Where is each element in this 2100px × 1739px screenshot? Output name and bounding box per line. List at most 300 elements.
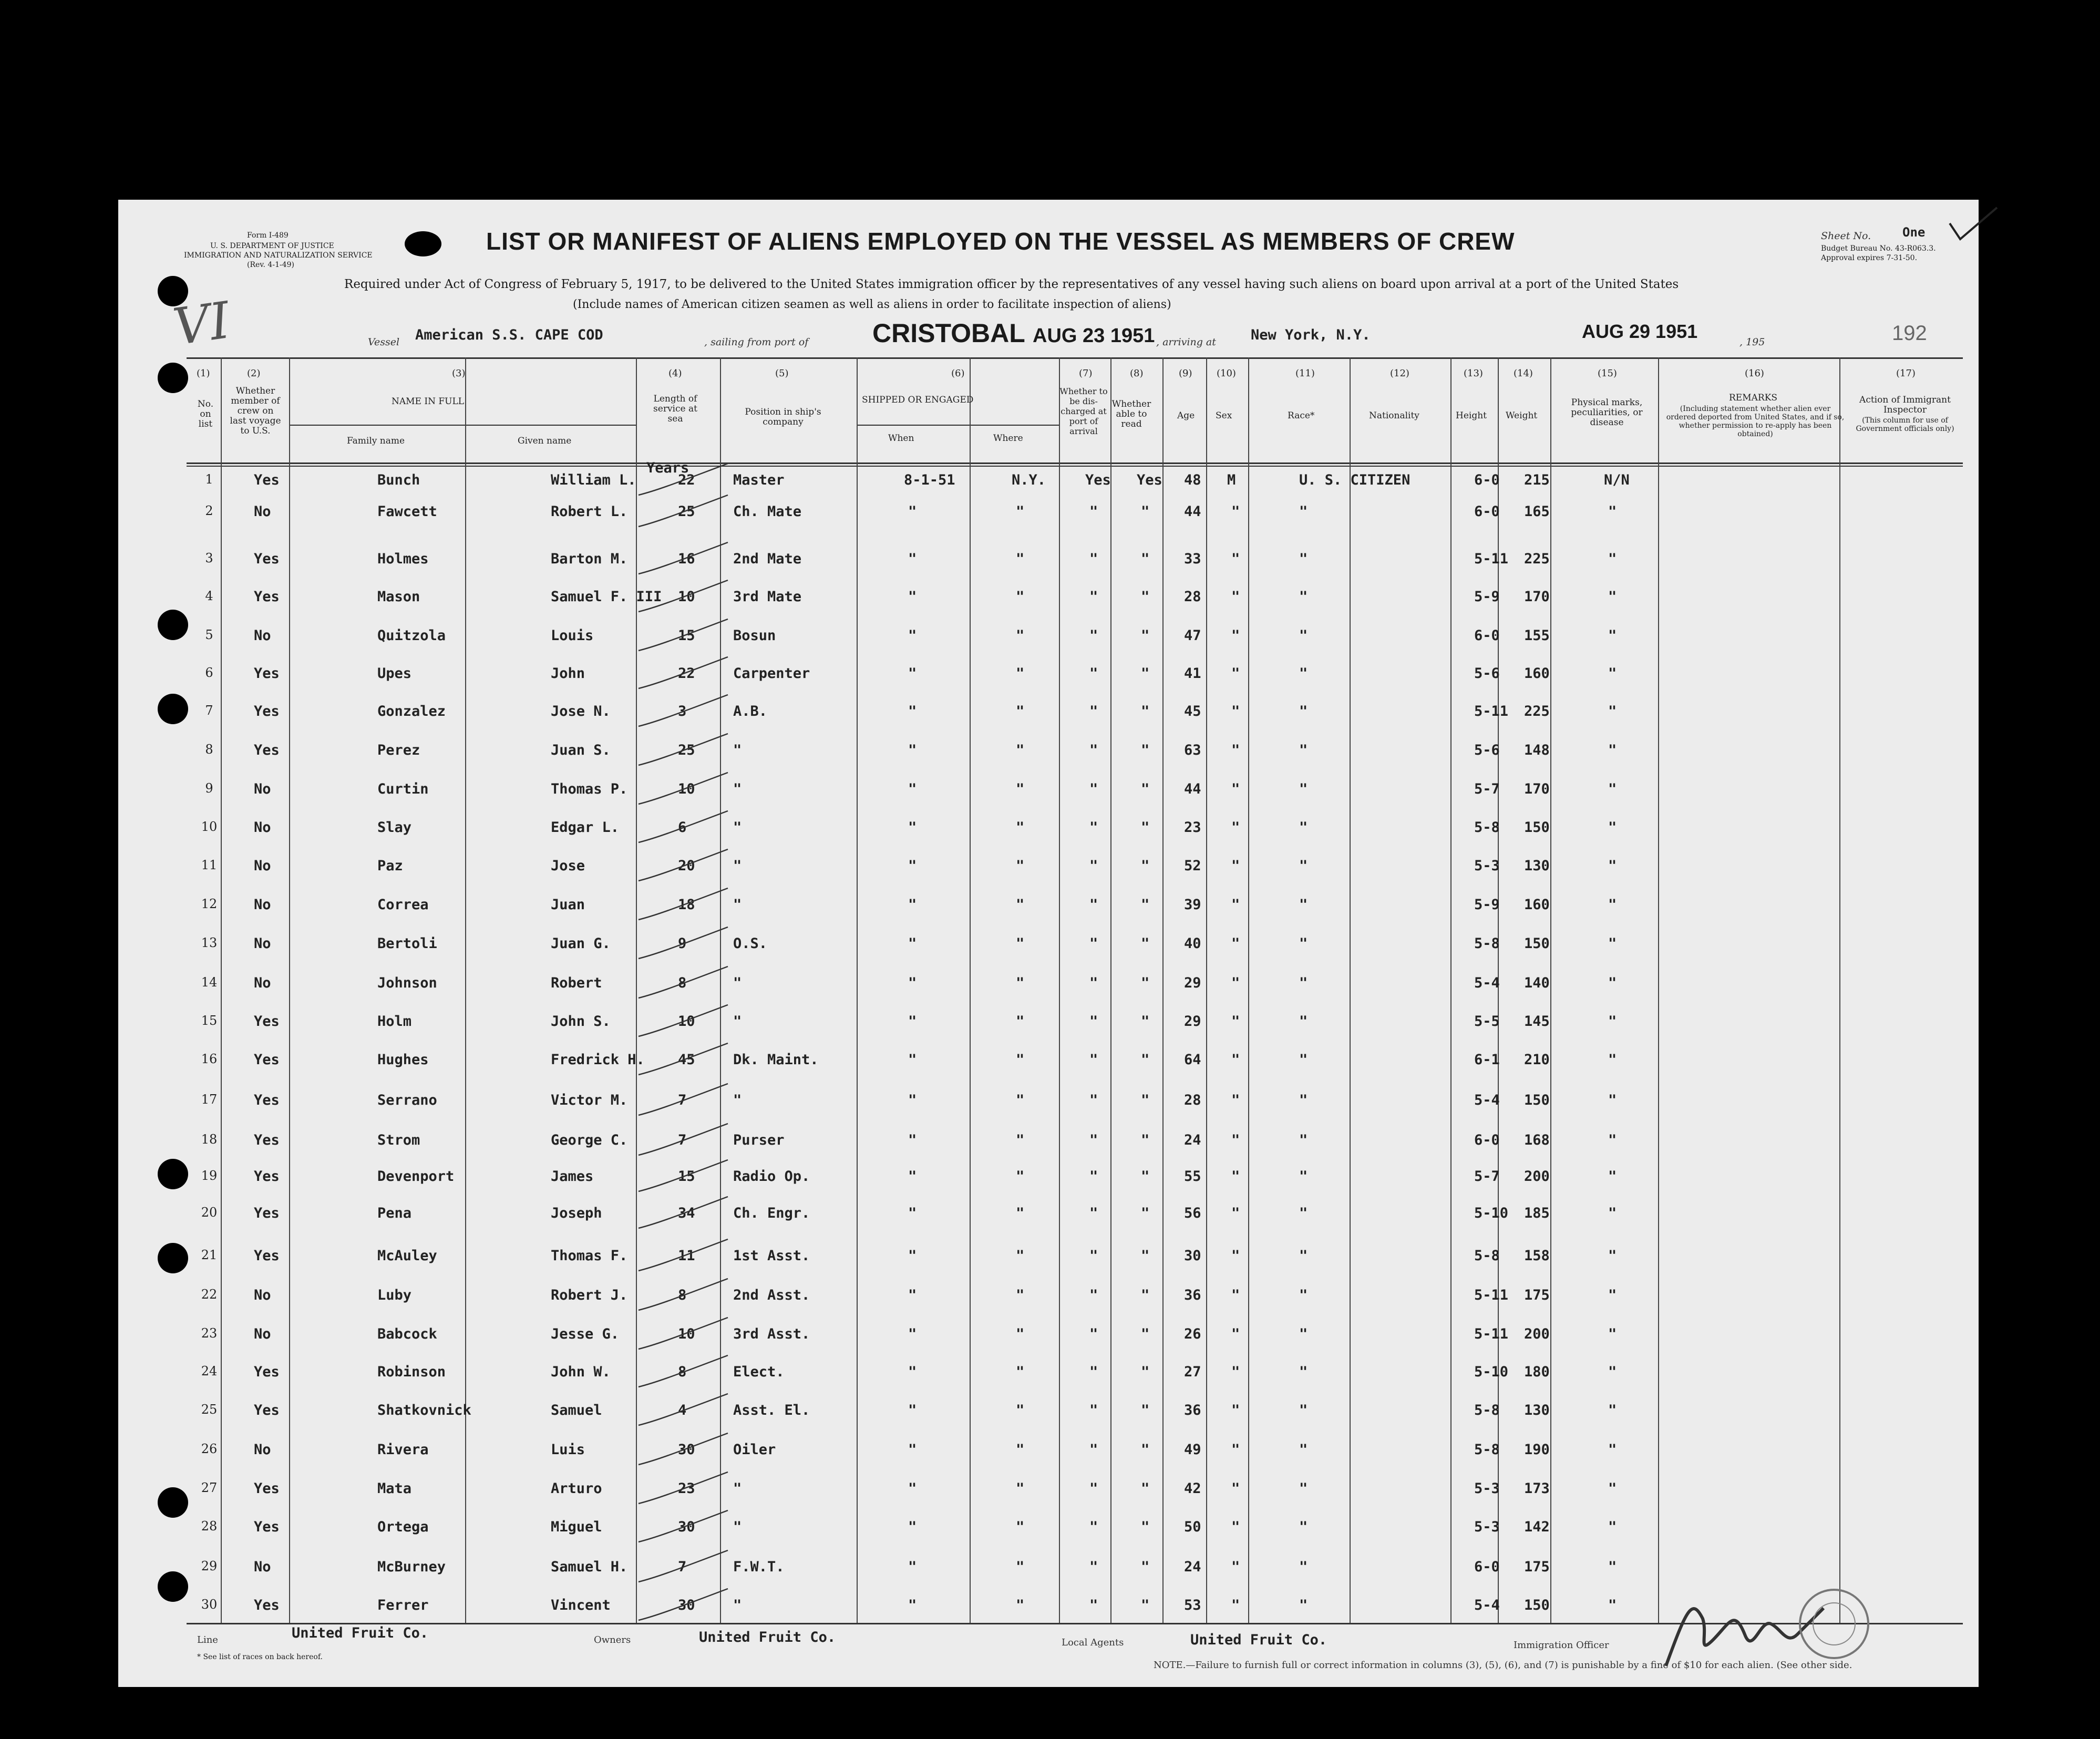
cell-where: " xyxy=(1016,1559,1025,1575)
tick-mark xyxy=(639,1084,728,1115)
cell-when: " xyxy=(908,1168,917,1185)
cell-position: " xyxy=(733,781,742,797)
cell-no: 13 xyxy=(201,935,218,950)
cell-weight: 160 xyxy=(1524,665,1550,682)
cell-race: " xyxy=(1299,1287,1308,1303)
cell-sex: " xyxy=(1231,975,1240,991)
cell-height: 5-4 xyxy=(1474,1092,1500,1108)
cell-read: " xyxy=(1141,627,1150,644)
cell-no: 28 xyxy=(201,1519,218,1534)
col-num-10: (10) xyxy=(1217,368,1236,379)
cell-height: 6-0 xyxy=(1474,627,1500,644)
cell-marks: " xyxy=(1608,1364,1617,1380)
cell-service: 9 xyxy=(678,935,687,952)
cell-where: N.Y. xyxy=(1012,472,1046,488)
cell-no: 9 xyxy=(205,781,213,796)
cell-race: " xyxy=(1299,1205,1308,1221)
cell-prev: No xyxy=(254,1326,271,1342)
cell-family: Luby xyxy=(377,1287,412,1303)
years-label: Years xyxy=(646,460,689,476)
cell-height: 5-6 xyxy=(1474,742,1500,758)
cell-age: 47 xyxy=(1184,627,1201,644)
cell-service: 30 xyxy=(678,1519,695,1535)
cell-given: Robert xyxy=(551,975,602,991)
cell-weight: 130 xyxy=(1524,858,1550,874)
cell-read: " xyxy=(1141,819,1150,836)
cell-position: " xyxy=(733,1013,742,1030)
cell-prev: Yes xyxy=(254,1248,280,1264)
cell-given: Juan xyxy=(551,897,585,913)
cell-disch: " xyxy=(1089,665,1098,682)
cell-where: " xyxy=(1016,627,1025,644)
col-num-6: (6) xyxy=(951,368,965,379)
cell-family: Holmes xyxy=(377,551,429,567)
cell-no: 12 xyxy=(201,897,218,911)
cell-marks: " xyxy=(1608,1519,1617,1535)
cell-disch: " xyxy=(1089,935,1098,952)
cell-weight: 170 xyxy=(1524,781,1550,797)
header-given-name: Given name xyxy=(518,436,572,446)
cell-service: 7 xyxy=(678,1092,687,1108)
cell-when: " xyxy=(908,1132,917,1148)
cell-weight: 215 xyxy=(1524,472,1550,488)
cell-service: 7 xyxy=(678,1132,687,1148)
cell-where: " xyxy=(1016,1132,1025,1148)
cell-where: " xyxy=(1016,975,1025,991)
cell-read: " xyxy=(1141,742,1150,758)
cell-position: Ch. Engr. xyxy=(733,1205,810,1221)
tick-mark xyxy=(639,1239,728,1271)
cell-when: " xyxy=(908,975,917,991)
cell-race: " xyxy=(1299,665,1308,682)
cell-weight: 145 xyxy=(1524,1013,1550,1030)
tick-mark xyxy=(639,580,728,612)
cell-marks: " xyxy=(1608,1287,1617,1303)
cell-height: 5-8 xyxy=(1474,935,1500,952)
cell-height: 5-8 xyxy=(1474,819,1500,836)
cell-where: " xyxy=(1016,1402,1025,1418)
cell-where: " xyxy=(1016,665,1025,682)
cell-when: " xyxy=(908,1205,917,1221)
cell-sex: " xyxy=(1231,1168,1240,1185)
cell-family: Babcock xyxy=(377,1326,437,1342)
cell-weight: 173 xyxy=(1524,1480,1550,1497)
header-able-to-read: Whether able to read xyxy=(1111,399,1151,429)
tick-mark xyxy=(639,542,728,574)
header-where: Where xyxy=(993,433,1023,444)
tick-mark xyxy=(639,657,728,688)
cell-no: 7 xyxy=(205,703,213,718)
header-discharged: Whether to be dis-charged at port of arrival xyxy=(1059,386,1108,436)
cell-position: Elect. xyxy=(733,1364,785,1380)
tick-mark xyxy=(639,1005,728,1036)
cell-prev: Yes xyxy=(254,589,280,605)
tick-mark xyxy=(639,1433,728,1465)
cell-family: Slay xyxy=(377,819,412,836)
cell-sex: " xyxy=(1231,1402,1240,1418)
cell-when: " xyxy=(908,781,917,797)
cell-no: 15 xyxy=(201,1013,218,1028)
cell-race: U. S. CITIZEN xyxy=(1299,472,1411,488)
cell-service: 23 xyxy=(678,1480,695,1497)
cell-height: 5-4 xyxy=(1474,975,1500,991)
cell-age: 49 xyxy=(1184,1442,1201,1458)
cell-sex: " xyxy=(1231,1559,1240,1575)
cell-no: 16 xyxy=(201,1052,218,1066)
cell-prev: Yes xyxy=(254,703,280,719)
cell-height: 5-3 xyxy=(1474,1519,1500,1535)
cell-service: 7 xyxy=(678,1559,687,1575)
cell-read: " xyxy=(1141,1205,1150,1221)
cell-height: 5-10 xyxy=(1474,1205,1509,1221)
cell-given: Jose N. xyxy=(551,703,611,719)
cell-prev: Yes xyxy=(254,665,280,682)
cell-height: 6-0 xyxy=(1474,472,1500,488)
cell-when: " xyxy=(908,1287,917,1303)
cell-when: " xyxy=(908,627,917,644)
cell-marks: " xyxy=(1608,819,1617,836)
col-num-8: (8) xyxy=(1130,368,1144,379)
cell-sex: " xyxy=(1231,665,1240,682)
cell-marks: " xyxy=(1608,1248,1617,1264)
cell-position: " xyxy=(733,1519,742,1535)
cell-age: 28 xyxy=(1184,589,1201,605)
cell-given: Thomas F. xyxy=(551,1248,628,1264)
header-sex: Sex xyxy=(1216,410,1232,421)
cell-family: Mata xyxy=(377,1480,412,1497)
tick-mark xyxy=(639,695,728,726)
cell-read: " xyxy=(1141,1132,1150,1148)
cell-service: 15 xyxy=(678,1168,695,1185)
cell-disch: Yes xyxy=(1085,472,1111,488)
header-nationality: Nationality xyxy=(1369,410,1419,421)
cell-read: " xyxy=(1141,503,1150,520)
sheet-number: One xyxy=(1902,225,1926,240)
tick-mark xyxy=(639,495,728,527)
cell-height: 5-11 xyxy=(1474,1287,1509,1303)
tick-mark xyxy=(639,1550,728,1582)
cell-family: Correa xyxy=(377,897,429,913)
tick-mark xyxy=(639,1318,728,1349)
cell-sex: " xyxy=(1231,1597,1240,1613)
cell-where: " xyxy=(1016,551,1025,567)
cell-height: 5-4 xyxy=(1474,1597,1500,1613)
cell-weight: 168 xyxy=(1524,1132,1550,1148)
cell-family: Ferrer xyxy=(377,1597,429,1613)
cell-disch: " xyxy=(1089,1248,1098,1264)
cell-race: " xyxy=(1299,1326,1308,1342)
cell-position: Ch. Mate xyxy=(733,503,802,520)
cell-marks: " xyxy=(1608,1442,1617,1458)
cell-marks: " xyxy=(1608,742,1617,758)
col-num-17: (17) xyxy=(1896,368,1916,379)
cell-where: " xyxy=(1016,781,1025,797)
cell-sex: " xyxy=(1231,1013,1240,1030)
tick-mark xyxy=(639,773,728,804)
owners-value: United Fruit Co. xyxy=(699,1629,836,1645)
cell-where: " xyxy=(1016,1519,1025,1535)
tick-mark xyxy=(639,888,728,920)
cell-height: 6-0 xyxy=(1474,1559,1500,1575)
cell-read: " xyxy=(1141,1287,1150,1303)
cell-weight: 175 xyxy=(1524,1287,1550,1303)
tick-mark xyxy=(639,1160,728,1191)
cell-given: Samuel xyxy=(551,1402,602,1418)
arrival-date: AUG 29 1951 xyxy=(1582,321,1698,342)
cell-disch: " xyxy=(1089,1013,1098,1030)
cell-position: Oiler xyxy=(733,1442,776,1458)
cell-prev: Yes xyxy=(254,1519,280,1535)
cell-when: " xyxy=(908,1597,917,1613)
cell-given: Victor M. xyxy=(551,1092,628,1108)
cell-sex: " xyxy=(1231,935,1240,952)
cell-no: 25 xyxy=(201,1402,218,1417)
cell-service: 30 xyxy=(678,1442,695,1458)
cell-sex: M xyxy=(1227,472,1236,488)
cell-sex: " xyxy=(1231,1480,1240,1497)
header-inspector-action: Action of Immigrant Inspector xyxy=(1859,395,1951,415)
cell-age: 53 xyxy=(1184,1597,1201,1613)
cell-family: Rivera xyxy=(377,1442,429,1458)
cell-given: Louis xyxy=(551,627,594,644)
cell-weight: 225 xyxy=(1524,551,1550,567)
cell-disch: " xyxy=(1089,1326,1098,1342)
col-num-13: (13) xyxy=(1464,368,1483,379)
cell-age: 48 xyxy=(1184,472,1201,488)
cell-when: " xyxy=(908,551,917,567)
cell-age: 33 xyxy=(1184,551,1201,567)
cell-service: 30 xyxy=(678,1597,695,1613)
cell-no: 21 xyxy=(201,1248,218,1262)
cell-given: Jose xyxy=(551,858,585,874)
cell-prev: Yes xyxy=(254,1402,280,1418)
cell-marks: " xyxy=(1608,975,1617,991)
tick-mark xyxy=(639,1279,728,1310)
sheet-label: Sheet No. xyxy=(1821,230,1871,242)
cell-race: " xyxy=(1299,1248,1308,1264)
cell-prev: Yes xyxy=(254,1168,280,1185)
cell-race: " xyxy=(1299,819,1308,836)
tick-mark xyxy=(639,464,728,495)
cell-where: " xyxy=(1016,503,1025,520)
cell-family: Robinson xyxy=(377,1364,446,1380)
cell-given: Robert J. xyxy=(551,1287,628,1303)
cell-given: Thomas P. xyxy=(551,781,628,797)
header-family-name: Family name xyxy=(347,436,405,446)
cell-disch: " xyxy=(1089,897,1098,913)
cell-family: McAuley xyxy=(377,1248,437,1264)
cell-service: 8 xyxy=(678,1364,687,1380)
cell-height: 5-7 xyxy=(1474,781,1500,797)
cell-race: " xyxy=(1299,627,1308,644)
cell-when: " xyxy=(908,1402,917,1418)
cell-read: " xyxy=(1141,1442,1150,1458)
cell-given: William L. xyxy=(551,472,636,488)
cell-no: 11 xyxy=(201,858,218,872)
cell-height: 5-11 xyxy=(1474,551,1509,567)
cell-read: " xyxy=(1141,665,1150,682)
cell-read: " xyxy=(1141,935,1150,952)
cell-position: Dk. Maint. xyxy=(733,1052,819,1068)
cell-position: Purser xyxy=(733,1132,785,1148)
page-title: LIST OR MANIFEST OF ALIENS EMPLOYED ON THE VESSEL AS MEMBERS OF CREW xyxy=(486,228,1515,255)
cell-when: " xyxy=(908,742,917,758)
cell-service: 20 xyxy=(678,858,695,874)
cell-sex: " xyxy=(1231,1519,1240,1535)
cell-height: 6-1 xyxy=(1474,1052,1500,1068)
cell-marks: " xyxy=(1608,665,1617,682)
cell-age: 64 xyxy=(1184,1052,1201,1068)
cell-race: " xyxy=(1299,703,1308,719)
col-num-4: (4) xyxy=(668,368,682,379)
tick-mark xyxy=(639,966,728,998)
cell-prev: No xyxy=(254,975,271,991)
cell-marks: " xyxy=(1608,1132,1617,1148)
cell-disch: " xyxy=(1089,1519,1098,1535)
cell-height: 5-8 xyxy=(1474,1442,1500,1458)
dept-line-1: U. S. DEPARTMENT OF JUSTICE xyxy=(210,242,334,250)
cell-race: " xyxy=(1299,1168,1308,1185)
cell-race: " xyxy=(1299,1402,1308,1418)
cell-read: " xyxy=(1141,1168,1150,1185)
cell-marks: " xyxy=(1608,703,1617,719)
cell-read: " xyxy=(1141,1052,1150,1068)
cell-read: " xyxy=(1141,1326,1150,1342)
line-label: Line xyxy=(197,1634,218,1645)
cell-marks: " xyxy=(1608,1559,1617,1575)
cell-age: 44 xyxy=(1184,503,1201,520)
cell-disch: " xyxy=(1089,1364,1098,1380)
cell-disch: " xyxy=(1089,975,1098,991)
cell-marks: " xyxy=(1608,589,1617,605)
cell-given: Arturo xyxy=(551,1480,602,1497)
cell-family: Pena xyxy=(377,1205,412,1221)
cell-family: Ortega xyxy=(377,1519,429,1535)
cell-given: Juan S. xyxy=(551,742,611,758)
cell-race: " xyxy=(1299,1052,1308,1068)
cell-marks: " xyxy=(1608,1402,1617,1418)
cell-height: 5-11 xyxy=(1474,703,1509,719)
cell-family: Fawcett xyxy=(377,503,437,520)
header-when: When xyxy=(888,433,914,444)
cell-position: Radio Op. xyxy=(733,1168,810,1185)
cell-weight: 150 xyxy=(1524,935,1550,952)
cell-position: Master xyxy=(733,472,785,488)
cell-service: 45 xyxy=(678,1052,695,1068)
cell-family: Bunch xyxy=(377,472,420,488)
cell-position: 2nd Mate xyxy=(733,551,802,567)
cell-given: Barton M. xyxy=(551,551,628,567)
cell-weight: 180 xyxy=(1524,1364,1550,1380)
cell-weight: 165 xyxy=(1524,503,1550,520)
cell-height: 5-6 xyxy=(1474,665,1500,682)
cell-family: Gonzalez xyxy=(377,703,446,719)
cell-read: " xyxy=(1141,858,1150,874)
tick-mark xyxy=(639,1472,728,1504)
cell-service: 4 xyxy=(678,1402,687,1418)
cell-prev: Yes xyxy=(254,1092,280,1108)
cell-prev: No xyxy=(254,1442,271,1458)
arriving-label: , arriving at xyxy=(1156,336,1216,348)
tick-mark xyxy=(639,1124,728,1155)
cell-service: 25 xyxy=(678,742,695,758)
cell-height: 5-3 xyxy=(1474,858,1500,874)
tick-mark xyxy=(639,1394,728,1425)
cell-age: 44 xyxy=(1184,781,1201,797)
form-subtitle-2: (Include names of American citizen seamen as well as aliens in order to facilitate inspection of aliens) xyxy=(573,298,1171,311)
cell-when: " xyxy=(908,897,917,913)
margin-mark: VI xyxy=(169,291,234,357)
cell-when: " xyxy=(908,1559,917,1575)
cell-height: 5-10 xyxy=(1474,1364,1509,1380)
cell-height: 5-11 xyxy=(1474,1326,1509,1342)
cell-position: " xyxy=(733,1480,742,1497)
cell-no: 26 xyxy=(201,1442,218,1456)
cell-prev: No xyxy=(254,858,271,874)
cell-weight: 148 xyxy=(1524,742,1550,758)
col-num-16: (16) xyxy=(1745,368,1764,379)
cell-where: " xyxy=(1016,1013,1025,1030)
cell-sex: " xyxy=(1231,1092,1240,1108)
cell-when: " xyxy=(908,935,917,952)
races-note: * See list of races on back hereof. xyxy=(197,1653,323,1661)
cell-race: " xyxy=(1299,1480,1308,1497)
cell-service: 10 xyxy=(678,781,695,797)
cell-height: 6-0 xyxy=(1474,1132,1500,1148)
cell-where: " xyxy=(1016,1205,1025,1221)
cell-disch: " xyxy=(1089,1092,1098,1108)
cell-prev: No xyxy=(254,503,271,520)
cell-marks: " xyxy=(1608,627,1617,644)
cell-sex: " xyxy=(1231,742,1240,758)
approval-expires: Approval expires 7-31-50. xyxy=(1821,254,1918,262)
cell-weight: 175 xyxy=(1524,1559,1550,1575)
cell-when: " xyxy=(908,1092,917,1108)
cell-marks: N/N xyxy=(1604,472,1630,488)
cell-weight: 150 xyxy=(1524,1597,1550,1613)
header-length-of-service: Length of service at sea xyxy=(653,394,697,424)
header-inspector-note: (This column for use of Government officials only) xyxy=(1856,416,1954,433)
cell-weight: 158 xyxy=(1524,1248,1550,1264)
cell-disch: " xyxy=(1089,1287,1098,1303)
cell-sex: " xyxy=(1231,627,1240,644)
cell-disch: " xyxy=(1089,1132,1098,1148)
cell-prev: No xyxy=(254,1287,271,1303)
cell-disch: " xyxy=(1089,1442,1098,1458)
cell-no: 18 xyxy=(201,1132,218,1147)
departure-date: AUG 23 1951 xyxy=(1033,325,1155,347)
vessel-label: Vessel xyxy=(368,336,400,348)
fine-note: NOTE.—Failure to furnish full or correct information in columns (3), (5), (6), and (7) is punishable by a fine of $10 for each alien. (See other side. xyxy=(1154,1660,1852,1671)
cell-when: " xyxy=(908,819,917,836)
cell-family: Upes xyxy=(377,665,412,682)
cell-age: 56 xyxy=(1184,1205,1201,1221)
year-suffix: , 195 xyxy=(1739,336,1765,348)
cell-where: " xyxy=(1016,1052,1025,1068)
tick-mark xyxy=(639,849,728,881)
cell-read: " xyxy=(1141,1480,1150,1497)
cell-service: 34 xyxy=(678,1205,695,1221)
cell-service: 25 xyxy=(678,503,695,520)
cell-disch: " xyxy=(1089,819,1098,836)
cell-when: " xyxy=(908,1052,917,1068)
cell-read: " xyxy=(1141,1559,1150,1575)
cell-when: " xyxy=(908,858,917,874)
cell-given: Vincent xyxy=(551,1597,611,1613)
cell-marks: " xyxy=(1608,858,1617,874)
cell-weight: 190 xyxy=(1524,1442,1550,1458)
cell-service: 10 xyxy=(678,1326,695,1342)
